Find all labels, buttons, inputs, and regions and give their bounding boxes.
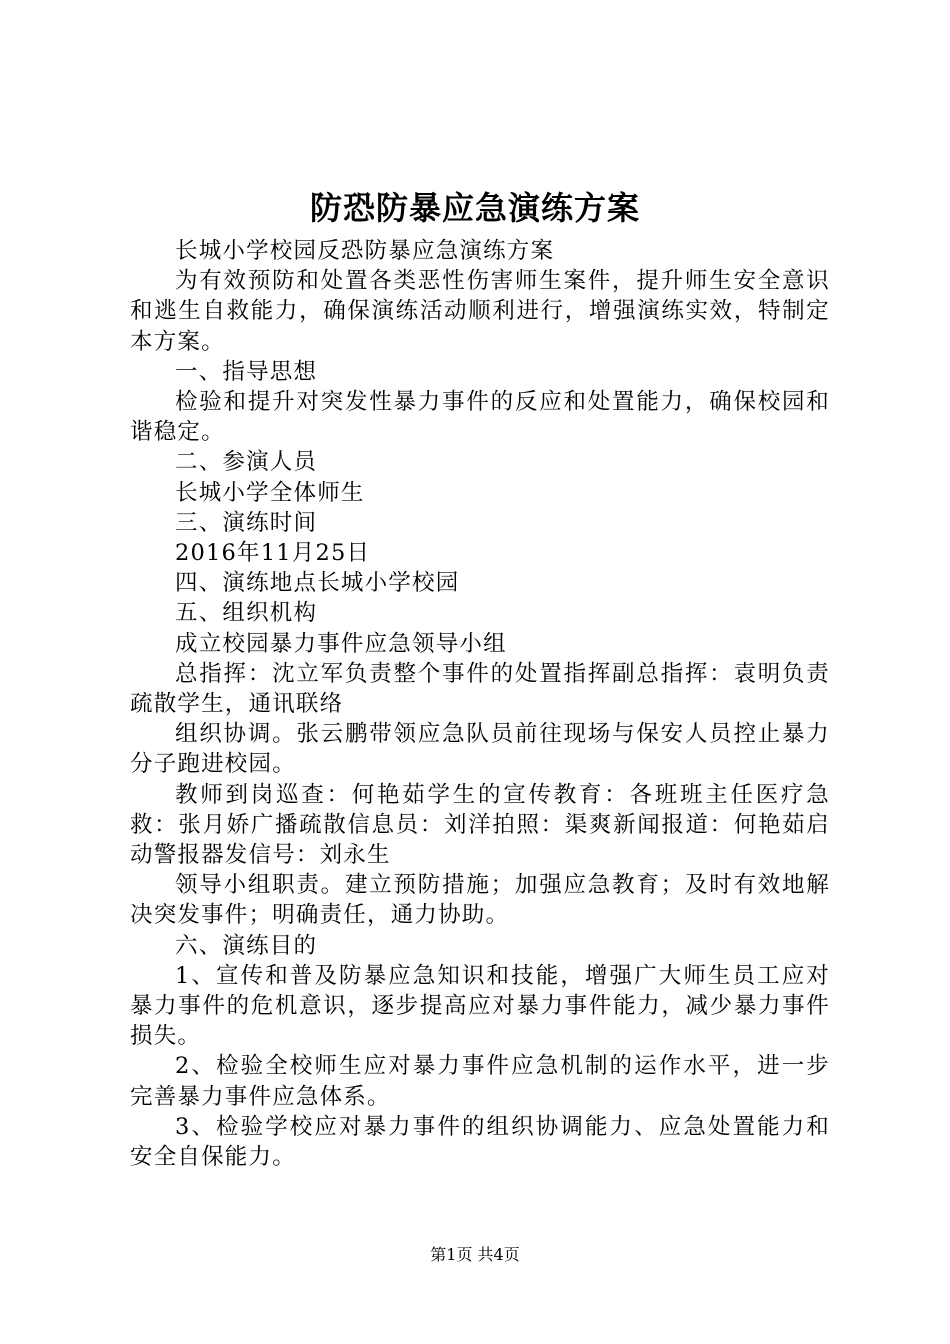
paragraph-drill-time: 2016年11月25日 (175, 540, 371, 567)
paragraph-participants: 长城小学全体师生 (175, 479, 365, 506)
paragraph-commander: 总指挥：沈立军负责整个事件的处置指挥副总指挥：袁明负责疏散学生，通讯联络 (130, 660, 830, 718)
paragraph-coordination: 组织协调。张云鹏带领应急队员前往现场与保安人员控止暴力分子跑进校园。 (130, 721, 830, 778)
paragraph-group-duties: 领导小组职责。建立预防措施；加强应急教育；及时有效地解决突发事件；明确责任，通力协助。 (130, 872, 830, 929)
paragraph-guiding-thought: 检验和提升对突发性暴力事件的反应和处置能力，确保校园和谐稳定。 (130, 389, 830, 446)
document-title: 防恐防暴应急演练方案 (309, 189, 640, 227)
section-heading-organization: 五、组织机构 (175, 600, 318, 627)
paragraph-purpose-1: 1、宣传和普及防暴应急知识和技能，增强广大师生员工应对暴力事件的危机意识，逐步提高应对暴力事件能力，减少暴力事件损失。 (130, 962, 830, 1050)
paragraph-purpose-3: 3、检验学校应对暴力事件的组织协调能力、应急处置能力和安全自保能力。 (130, 1113, 830, 1171)
document-body (130, 236, 830, 1172)
paragraph-leadership-group: 成立校园暴力事件应急领导小组 (175, 630, 507, 657)
paragraph-intro: 为有效预防和处置各类恶性伤害师生案件，提升师生安全意识和逃生自救能力，确保演练活动顺利进行，增强演练实效，特制定本方案。 (130, 268, 830, 355)
paragraph-school-plan-title: 长城小学校园反恐防暴应急演练方案 (175, 238, 555, 264)
section-heading-drill-purpose: 六、演练目的 (175, 932, 318, 959)
page-footer: 第1页 共4页 (430, 1245, 520, 1264)
paragraph-purpose-2: 2、检验全校师生应对暴力事件应急机制的运作水平，进一步完善暴力事件应急体系。 (130, 1053, 830, 1110)
section-heading-drill-time: 三、演练时间 (175, 509, 318, 536)
paragraph-roles: 教师到岗巡查：何艳茹学生的宣传教育：各班班主任医疗急救：张月娇广播疏散信息员：刘洋拍照：渠爽新闻报道：何艳茹启动警报器发信号：刘永生 (130, 781, 830, 869)
section-heading-drill-location: 四、演练地点长城小学校园 (175, 570, 460, 597)
section-heading-participants: 二、参演人员 (175, 449, 318, 476)
section-heading-guiding-thought: 一、指导思想 (175, 358, 318, 385)
